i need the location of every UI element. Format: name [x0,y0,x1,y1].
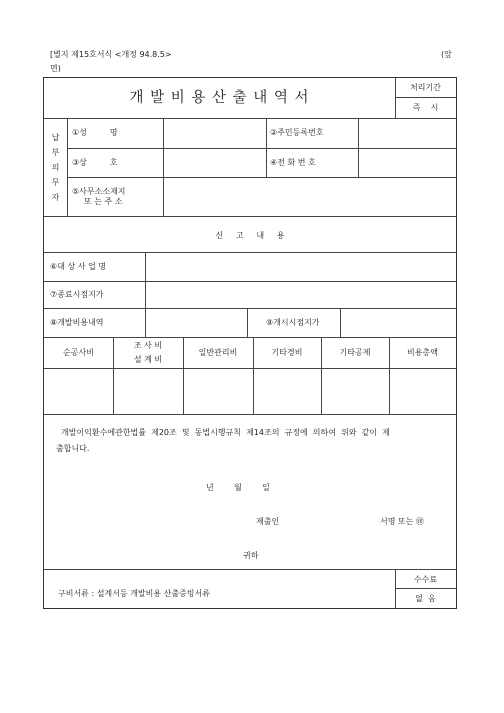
cost-header-deduction: 기타공제 [339,348,371,357]
statement-line-2: 출합니다. [56,444,90,453]
payer-label [44,130,67,205]
cost-header-design: 설 계 비 [133,355,163,364]
signature-label: 서명 또는 ㊞ [380,517,424,526]
name-label: ①성 명 [72,128,118,137]
reg-number-field[interactable] [359,119,455,147]
construction-cost-field[interactable] [45,369,112,413]
fee-value: 없 음 [415,594,436,603]
form-reference: [별지 제15호서식 <개정 94.8.5> [50,50,172,59]
trade-name-label: ③상 호 [72,158,118,167]
cost-row-line [44,337,456,338]
admin-cost-field[interactable] [184,369,252,413]
project-name-label: ⑥대 상 사 업 명 [50,262,106,271]
page-side-a: (앞 [441,50,452,59]
payer-label-char: 납 [51,133,60,142]
project-name-field[interactable] [146,253,455,280]
cost-details-field[interactable] [146,309,246,336]
name-field[interactable] [164,119,265,147]
address-label-line1: ⑤사무소소재지 [72,187,126,196]
payer-col-line-2 [266,118,267,177]
cost-mid-line-1 [247,308,248,337]
payer-bottom-line [44,216,456,217]
required-documents: 구비서류 : 설계서등 개발비용 산출증빙서류 [58,589,210,598]
form-table [43,77,457,609]
processing-label: 처리기간 [410,83,441,92]
cost-header-admin: 일반관리비 [198,348,238,357]
payer-label-line [67,118,68,216]
survey-design-cost-field[interactable] [114,369,182,413]
submitter-label: 제출인 [256,517,280,526]
addressee-label: 귀하 [243,551,259,560]
end-land-price-label: ⑦종료시점지가 [50,290,104,299]
start-land-price-label: ⑨개시시점지가 [266,318,320,327]
payer-label-char: 자 [51,193,60,202]
trade-name-field[interactable] [164,149,265,176]
misc-cost-field[interactable] [254,369,320,413]
phone-label: ④전 화 번 호 [270,158,316,167]
payer-label-char: 의 [51,163,60,172]
start-land-price-field[interactable] [341,309,455,336]
cost-header-construction: 순공사비 [63,348,94,357]
processing-divider [395,97,456,98]
deduction-field[interactable] [322,369,388,413]
form-title: 개 발 비 용 산 출 내 역 서 [129,90,310,106]
total-cost-field[interactable] [390,369,455,413]
phone-field[interactable] [359,149,455,176]
end-land-price-field[interactable] [146,282,455,307]
fee-divider [395,588,456,589]
statement-line-1: 개발이익환수에관한법률 제20조 및 동법시행규칙 제14조의 규정에 의하여 위와 같이 제 [61,428,390,437]
cost-header-total: 비용총액 [407,348,438,357]
date-line: 년 월 일 [206,483,270,492]
processing-value: 즉 시 [412,103,439,112]
cost-header-misc: 기타경비 [271,348,303,357]
report-title: 신 고 내 용 [215,231,285,240]
payer-label-char: 부 [51,148,60,157]
page-side-b: 면) [50,64,61,73]
cost-header-survey: 조 사 비 [133,341,163,350]
cost-values-line [44,414,456,415]
cost-details-label: ⑧개발비용내역 [50,318,104,327]
address-field[interactable] [164,178,455,215]
reg-number-label: ②주민등록번호 [270,128,324,137]
payer-label-char: 무 [51,178,60,187]
address-label-line2: 또 는 주 소 [84,197,123,206]
fee-label: 수수료 [413,575,438,584]
